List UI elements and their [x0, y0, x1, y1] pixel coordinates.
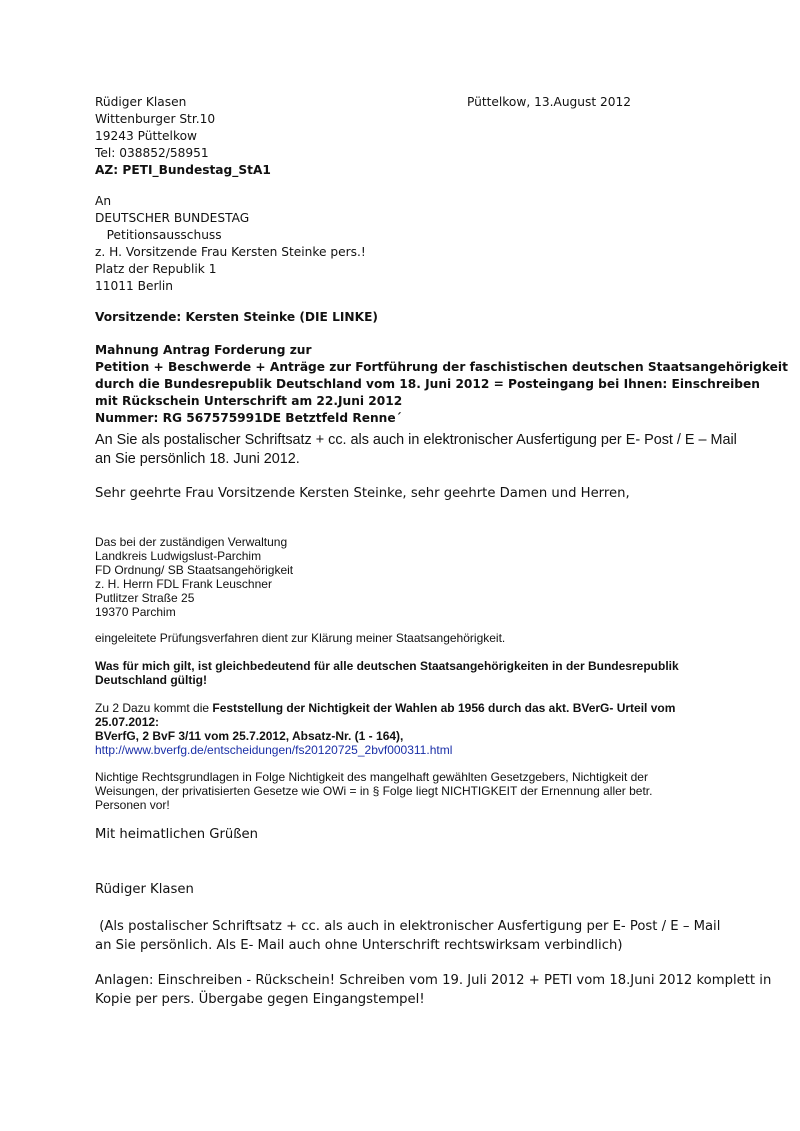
paragraph-line: Weisungen, der privatisierten Gesetze wie OWi = in § Folge liegt NICHTIGKEIT der Ernennung aller betr.: [95, 784, 653, 798]
attachments-line: Anlagen: Einschreiben - Rückschein! Schreiben vom 19. Juli 2012 + PETI vom 18.Juni 2012 komplett in: [95, 973, 772, 988]
recipient-line: Platz der Republik 1: [95, 262, 217, 276]
sender-name: Rüdiger Klasen: [95, 95, 187, 109]
recipient-line: Petitionsausschuss: [95, 228, 222, 242]
subject-line: mit Rückschein Unterschrift am 22.Juni 2012: [95, 394, 403, 408]
subject-bold: [95, 342, 788, 427]
note-line: (Als postalischer Schriftsatz + cc. als auch in elektronischer Ausfertigung per E- Post / E – Mail: [95, 919, 721, 934]
paragraph-legal-basis: [95, 770, 652, 812]
subject-line: durch die Bundesrepublik Deutschland vom 18. Juni 2012 = Posteingang bei Ihnen: Einschreiben: [95, 377, 760, 391]
sender-phone: Tel: 038852/58951: [95, 146, 209, 160]
ruling-statement: Feststellung der Nichtigkeit der Wahlen ab 1956 durch das akt. BVerG- Urteil vom: [212, 701, 676, 715]
sender-street: Wittenburger Str.10: [95, 112, 216, 126]
ruling-link[interactable]: http://www.bverfg.de/entscheidungen/fs20120725_2bvf000311.html: [95, 743, 453, 757]
recipient-line: DEUTSCHER BUNDESTAG: [95, 211, 250, 225]
chair-line: Vorsitzende: Kersten Steinke (DIE LINKE): [95, 310, 378, 324]
closing: Mit heimatlichen Grüßen: [95, 827, 259, 842]
authority-line: FD Ordnung/ SB Staatsangehörigkeit: [95, 563, 294, 577]
paragraph-line: Deutschland gültig!: [95, 673, 207, 687]
subject-text-line: an Sie persönlich 18. Juni 2012.: [95, 451, 300, 467]
authority-line: 19370 Parchim: [95, 605, 176, 619]
subject-line: Petition + Beschwerde + Anträge zur Fortführung der faschistischen deutschen Staatsangehörigkeit: [95, 360, 788, 374]
note-line: an Sie persönlich. Als E- Mail auch ohne Unterschrift rechtswirksam verbindlich): [95, 938, 623, 953]
ruling-prefix: Zu 2 Dazu kommt die: [95, 701, 213, 715]
authority-line: Putlitzer Straße 25: [95, 591, 195, 605]
salutation: Sehr geehrte Frau Vorsitzende Kersten Steinke, sehr geehrte Damen und Herren,: [95, 486, 630, 501]
paragraph-line: Was für mich gilt, ist gleichbedeutend für alle deutschen Staatsangehörigkeiten in der Bundesrepublik: [95, 659, 679, 673]
attachments-line: Kopie per pers. Übergabe gegen Eingangstempel!: [95, 992, 425, 1007]
recipient-line: z. H. Vorsitzende Frau Kersten Steinke pers.!: [95, 245, 366, 259]
sender-city: 19243 Püttelkow: [95, 129, 197, 143]
paragraph-validity: [95, 659, 679, 687]
authority-line: Das bei der zuständigen Verwaltung: [95, 535, 288, 549]
authority-line: Landkreis Ludwigslust-Parchim: [95, 549, 262, 563]
attachments: [95, 971, 771, 1009]
recipient-address: [95, 193, 366, 295]
ruling-date: 25.07.2012:: [95, 715, 160, 729]
subject-text: [95, 431, 737, 469]
ruling-reference: BVerfG, 2 BvF 3/11 vom 25.7.2012, Absatz-Nr. (1 - 164),: [95, 729, 404, 743]
signature-name: Rüdiger Klasen: [95, 882, 194, 897]
paragraph-procedure: eingeleitete Prüfungsverfahren dient zur Klärung meiner Staatsangehörigkeit.: [95, 631, 506, 645]
subject-line: Mahnung Antrag Forderung zur: [95, 343, 312, 357]
recipient-line: 11011 Berlin: [95, 279, 174, 293]
paragraph-court-ruling: [95, 701, 675, 757]
paragraph-line: Nichtige Rechtsgrundlagen in Folge Nichtigkeit des mangelhaft gewählten Gesetzgebers, Nichtigkeit der: [95, 770, 648, 784]
place-date: Püttelkow, 13.August 2012: [467, 95, 632, 109]
paragraph-line: Personen vor!: [95, 798, 170, 812]
subject-text-line: An Sie als postalischer Schriftsatz + cc. als auch in elektronischer Ausfertigung per E- Post / E – Mail: [95, 432, 737, 448]
sender-address: [95, 94, 271, 179]
authority-line: z. H. Herrn FDL Frank Leuschner: [95, 577, 272, 591]
file-reference: AZ: PETI_Bundestag_StA1: [95, 163, 271, 177]
subject-line: Nummer: RG 567575991DE Betztfeld Renne´: [95, 411, 402, 425]
authority-address: [95, 535, 293, 619]
dispatch-note: [95, 917, 720, 955]
recipient-line: An: [95, 194, 112, 208]
